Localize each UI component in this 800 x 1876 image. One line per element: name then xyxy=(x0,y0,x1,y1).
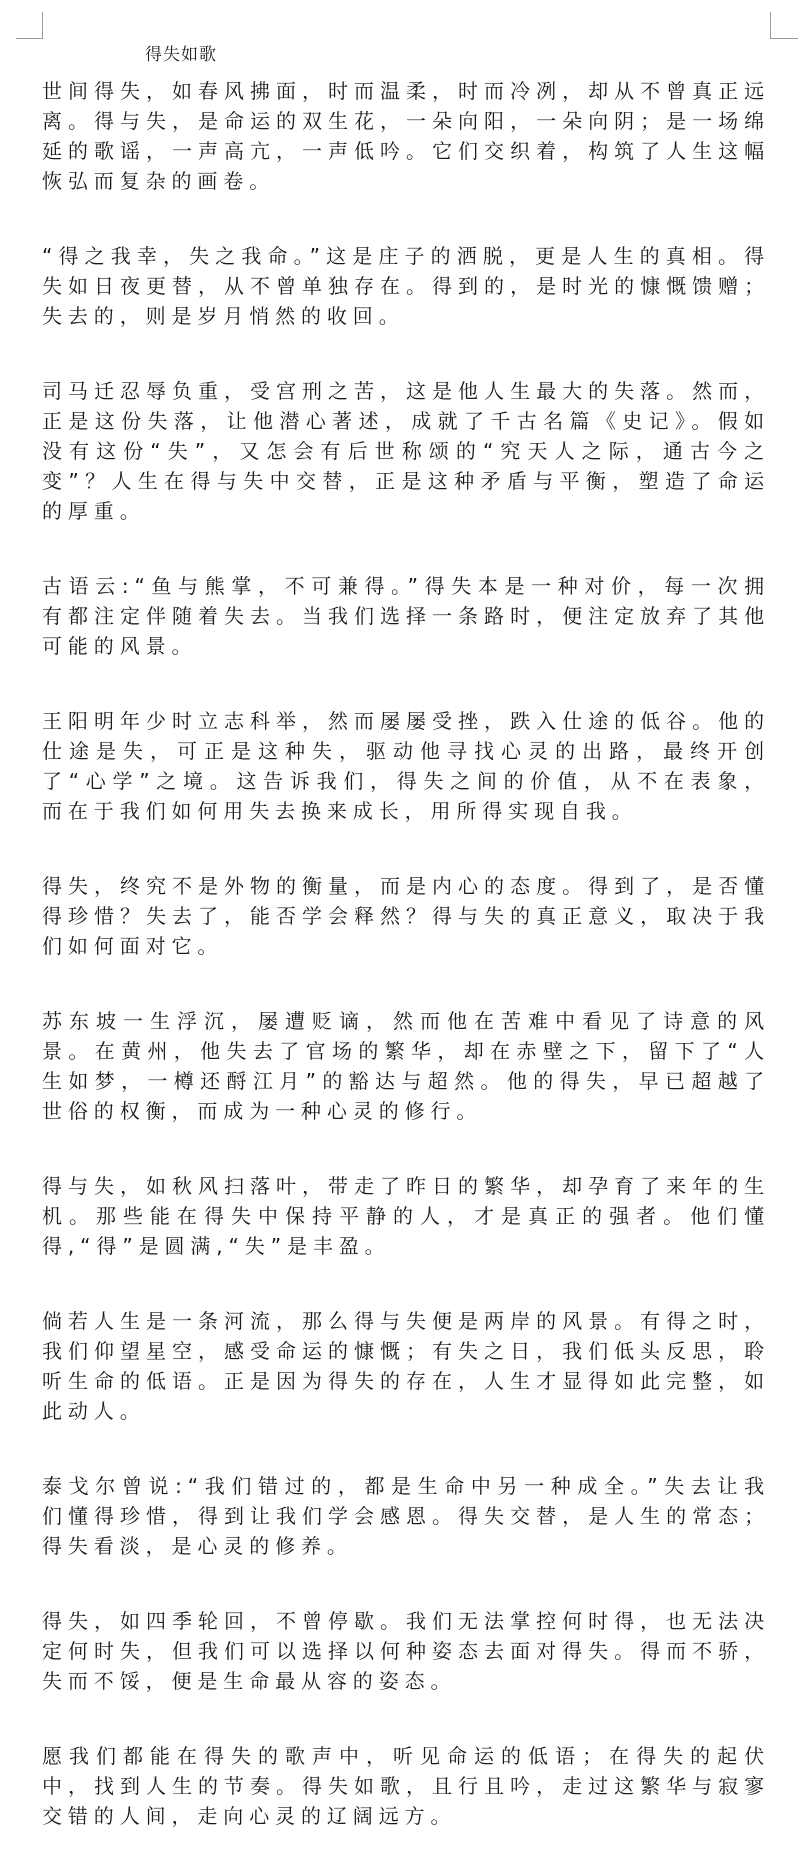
page-corner-mark-top-left xyxy=(16,12,43,39)
paragraph: 得失，如四季轮回，不曾停歇。我们无法掌控何时得，也无法决定何时失，但我们可以选择以何种姿态去面对得失。得而不骄，失而不馁，便是生命最从容的姿态。 xyxy=(42,1609,770,1693)
paragraph: 苏东坡一生浮沉，屡遭贬谪，然而他在苦难中看见了诗意的风景。在黄州，他失去了官场的繁华，却在赤壁之下，留下了“人生如梦，一樽还酹江月”的豁达与超然。他的得失，早已超越了世俗的权衡，而成为一种心灵的修行。 xyxy=(42,1009,770,1123)
paragraph: 倘若人生是一条河流，那么得与失便是两岸的风景。有得之时，我们仰望星空，感受命运的慷慨；有失之日，我们低头反思，聆听生命的低语。正是因为得失的存在，人生才显得如此完整，如此动人。 xyxy=(42,1309,770,1423)
page-corner-mark-top-right xyxy=(770,12,798,39)
paragraph: 得失，终究不是外物的衡量，而是内心的态度。得到了，是否懂得珍惜？失去了，能否学会释然？得与失的真正意义，取决于我们如何面对它。 xyxy=(42,874,770,958)
paragraph: 古语云:“鱼与熊掌，不可兼得。”得失本是一种对价，每一次拥有都注定伴随着失去。当我们选择一条路时，便注定放弃了其他可能的风景。 xyxy=(42,574,770,658)
document-title: 得失如歌 xyxy=(145,45,217,65)
document-body xyxy=(42,76,770,1876)
paragraph: 王阳明年少时立志科举，然而屡屡受挫，跌入仕途的低谷。他的仕途是失，可正是这种失，驱动他寻找心灵的出路，最终开创了“心学”之境。这告诉我们，得失之间的价值，从不在表象，而在于我们如何用失去换来成长，用所得实现自我。 xyxy=(42,709,770,823)
paragraph: 愿我们都能在得失的歌声中，听见命运的低语；在得失的起伏中，找到人生的节奏。得失如歌，且行且吟，走过这繁华与寂寥交错的人间，走向心灵的辽阔远方。 xyxy=(42,1744,770,1828)
paragraph: 世间得失，如春风拂面，时而温柔，时而冷冽，却从不曾真正远离。得与失，是命运的双生花，一朵向阳，一朵向阴；是一场绵延的歌谣，一声高亢，一声低吟。它们交织着，构筑了人生这幅恢弘而复杂的画卷。 xyxy=(42,79,770,193)
paragraph: 泰戈尔曾说:“我们错过的，都是生命中另一种成全。”失去让我们懂得珍惜，得到让我们学会感恩。得失交替，是人生的常态；得失看淡，是心灵的修养。 xyxy=(42,1474,770,1558)
paragraph: 得与失，如秋风扫落叶，带走了昨日的繁华，却孕育了来年的生机。那些能在得失中保持平静的人，才是真正的强者。他们懂得,“得”是圆满,“失”是丰盈。 xyxy=(42,1174,770,1258)
paragraph: 司马迁忍辱负重，受宫刑之苦，这是他人生最大的失落。然而，正是这份失落，让他潜心著述，成就了千古名篇《史记》。假如没有这份“失”，又怎会有后世称颂的“究天人之际，通古今之变”？人生在得与失中交替，正是这种矛盾与平衡，塑造了命运的厚重。 xyxy=(42,379,770,523)
paragraph: “得之我幸，失之我命。”这是庄子的洒脱，更是人生的真相。得失如日夜更替，从不曾单独存在。得到的，是时光的慷慨馈赠；失去的，则是岁月悄然的收回。 xyxy=(42,244,770,328)
